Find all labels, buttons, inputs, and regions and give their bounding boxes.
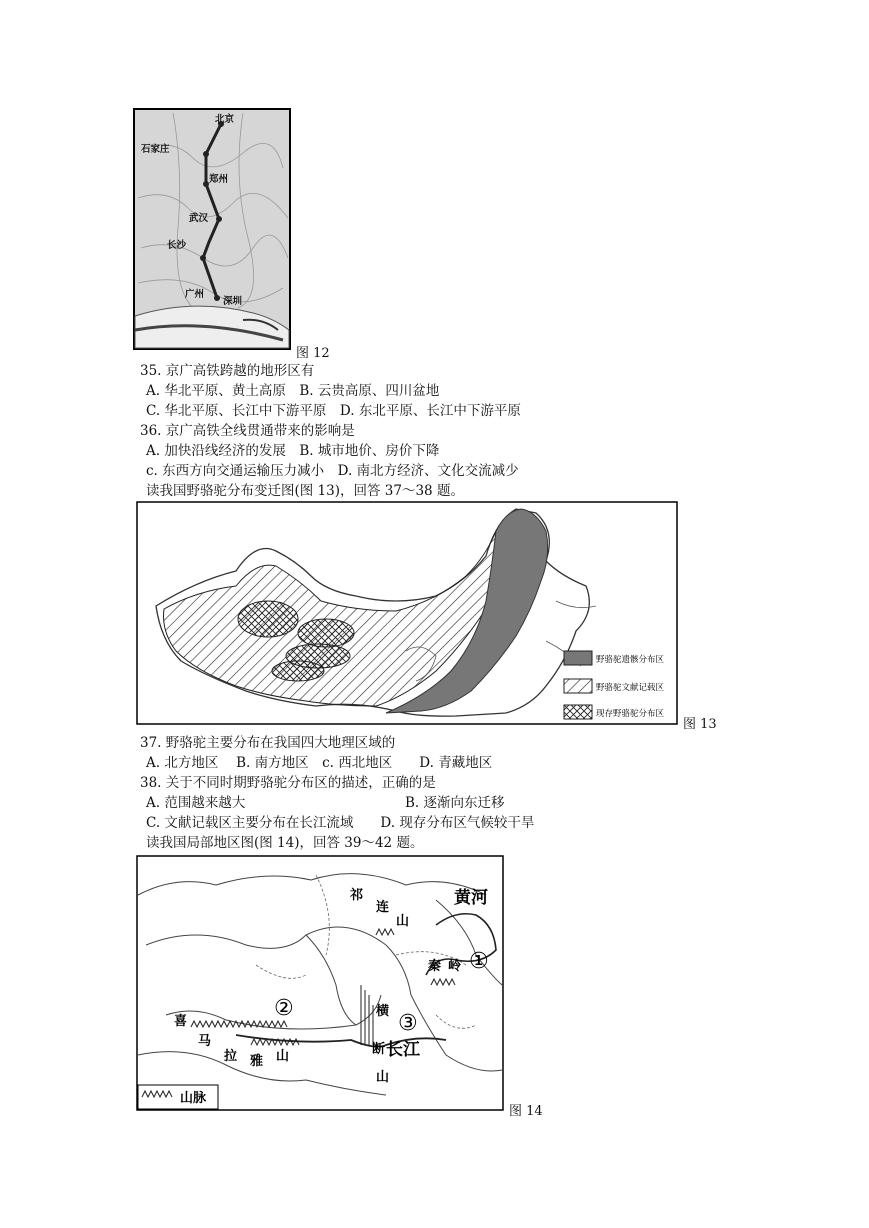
svg-text:现存野骆驼分布区: 现存野骆驼分布区 [596, 709, 665, 719]
region-1-marker: ① [469, 949, 489, 974]
question-38-option-a: A. 范围越来越大 [146, 795, 246, 811]
label-changjiang: 长江 [386, 1040, 420, 1060]
region-2-marker: ② [274, 996, 294, 1021]
city-label-shenzhen: 深圳 [223, 296, 243, 307]
label-qilian-1: 祁 [350, 888, 364, 903]
svg-text:野骆驼文献记载区: 野骆驼文献记载区 [596, 683, 665, 693]
figure-14-caption: 图 14 [509, 1104, 543, 1119]
wuhan-dot [216, 216, 222, 222]
question-35-options-2: C. 华北平原、长江中下游平原 D. 东北平原、长江中下游平原 [146, 403, 521, 419]
figure-13-map [136, 501, 678, 725]
svg-text:山脉: 山脉 [180, 1091, 207, 1106]
label-huanghe: 黄河 [454, 888, 488, 908]
label-hengduan-1: 横 [376, 1004, 390, 1019]
question-38-option-b: B. 逐渐向东迁移 [405, 795, 505, 811]
svg-text:野骆驼遗骸分布区: 野骆驼遗骸分布区 [596, 655, 665, 665]
question-37-options: A. 北方地区 B. 南方地区 c. 西北地区 D. 青藏地区 [146, 755, 493, 771]
changsha-dot [200, 255, 206, 261]
current-area-2 [298, 619, 354, 647]
label-himalaya-5: 山 [276, 1049, 290, 1064]
current-area-1 [238, 601, 298, 637]
figure-13-caption: 图 13 [683, 717, 717, 732]
question-36-stem: 36. 京广高铁全线贯通带来的影响是 [140, 423, 355, 439]
question-35-options-1: A. 华北平原、黄土高原 B. 云贵高原、四川盆地 [146, 383, 440, 399]
current-area-4 [272, 661, 324, 681]
intro-figure-14: 读我国局部地区图(图 14)，回答 39～42 题。 [146, 835, 424, 851]
label-himalaya-3: 拉 [224, 1049, 238, 1064]
question-36-options-2: c. 东西方向交通运输压力减小 D. 南北方经济、文化交流减少 [146, 463, 519, 479]
figure-13-legend [564, 651, 665, 719]
shijiazhuang-dot [203, 151, 209, 157]
question-38-options-2: C. 文献记载区主要分布在长江流域 D. 现存分布区气候较干旱 [146, 815, 535, 831]
label-qinling-2: 岭 [448, 959, 462, 974]
question-38-stem: 38. 关于不同时期野骆驼分布区的描述，正确的是 [140, 775, 436, 791]
figure-12-map [133, 108, 291, 350]
label-qilian-2: 连 [376, 900, 390, 915]
question-37-stem: 37. 野骆驼主要分布在我国四大地理区域的 [140, 735, 396, 751]
city-label-shijiazhuang: 石家庄 [141, 144, 170, 155]
city-label-guangzhou: 广州 [185, 289, 205, 300]
city-label-changsha: 长沙 [167, 240, 187, 251]
city-label-wuhan: 武汉 [189, 213, 209, 224]
figure-14-legend [138, 1085, 218, 1109]
city-label-beijing: 北京 [215, 114, 235, 125]
label-hengduan-2: 断 [372, 1042, 386, 1057]
intro-figure-13: 读我国野骆驼分布变迁图(图 13)，回答 37～38 题。 [146, 483, 464, 499]
figure-14-map [136, 855, 504, 1111]
question-36-options-1: A. 加快沿线经济的发展 B. 城市地价、房价下降 [146, 443, 440, 459]
label-qinling-1: 秦 [428, 959, 442, 974]
label-himalaya-1: 喜 [174, 1014, 188, 1029]
figure-12-caption: 图 12 [296, 346, 330, 361]
label-qilian-3: 山 [396, 914, 410, 929]
question-35-stem: 35. 京广高铁跨越的地形区有 [140, 363, 315, 379]
label-himalaya-4: 雅 [250, 1054, 264, 1069]
region-3-marker: ③ [398, 1011, 418, 1036]
guangzhou-dot [214, 295, 220, 301]
label-himalaya-2: 马 [198, 1034, 212, 1049]
label-hengduan-3: 山 [376, 1070, 390, 1085]
city-label-zhengzhou: 郑州 [209, 174, 229, 185]
